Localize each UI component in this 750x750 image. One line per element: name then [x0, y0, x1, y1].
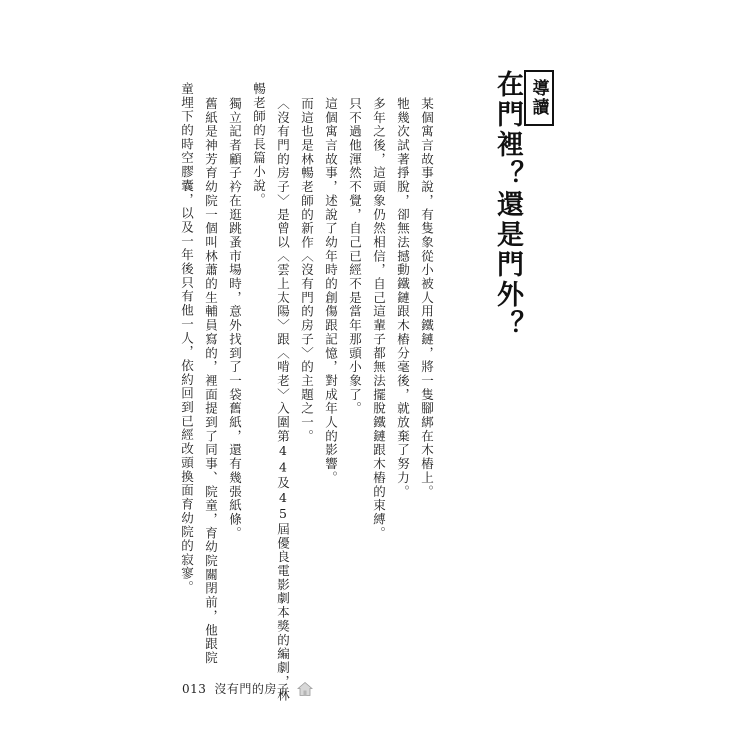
intro-badge: 導讀 [524, 70, 554, 126]
page-number: 013 [182, 681, 207, 696]
body-line-8: 暢老師的長篇小說。 [251, 82, 267, 207]
body-line-10: 舊紙是神芳育幼院一個叫林蕭的生輔員寫的，裡面提到了同事、院童，育幼院關閉前，他跟院 [203, 97, 219, 665]
running-title: 沒有門的房子 [214, 682, 290, 696]
house-icon [297, 681, 313, 697]
body-line-5: 這個寓言故事，述說了幼年時的創傷跟記憶，對成年人的影響。 [323, 97, 339, 485]
chapter-title: 在門裡？還是門外？ [492, 70, 523, 340]
body-line-11: 童埋下的時空膠囊，以及一年後只有他一人，依約回到已經改頭換面育幼院的寂寥。 [179, 82, 195, 595]
body-line-2: 牠幾次試著掙脫，卻無法撼動鐵鏈跟木樁分毫後，就放棄了努力。 [395, 97, 411, 499]
body-line-1: 某個寓言故事說，有隻象從小被人用鐵鏈，將一隻腳綁在木樁上。 [419, 97, 435, 499]
body-line-4: 只不過他渾然不覺，自己已經不是當年那頭小象了。 [347, 97, 363, 416]
page-footer [182, 680, 313, 697]
body-line-9: 獨立記者顧子衿在逛跳蚤市場時，意外找到了一袋舊紙，還有幾張紙條。 [227, 97, 243, 541]
body-line-6: 而這也是林暢老師的新作〈沒有門的房子〉的主題之一。 [299, 97, 315, 444]
body-line-3: 多年之後，這頭象仍然相信，自己這輩子都無法擺脫鐵鏈跟木樁的束縛。 [371, 97, 387, 541]
body-line-7: 〈沒有門的房子〉是曾以〈雲上太陽〉跟〈啃老〉入圍第44及45屆優良電影劇本獎的編劇，林 [275, 97, 291, 703]
